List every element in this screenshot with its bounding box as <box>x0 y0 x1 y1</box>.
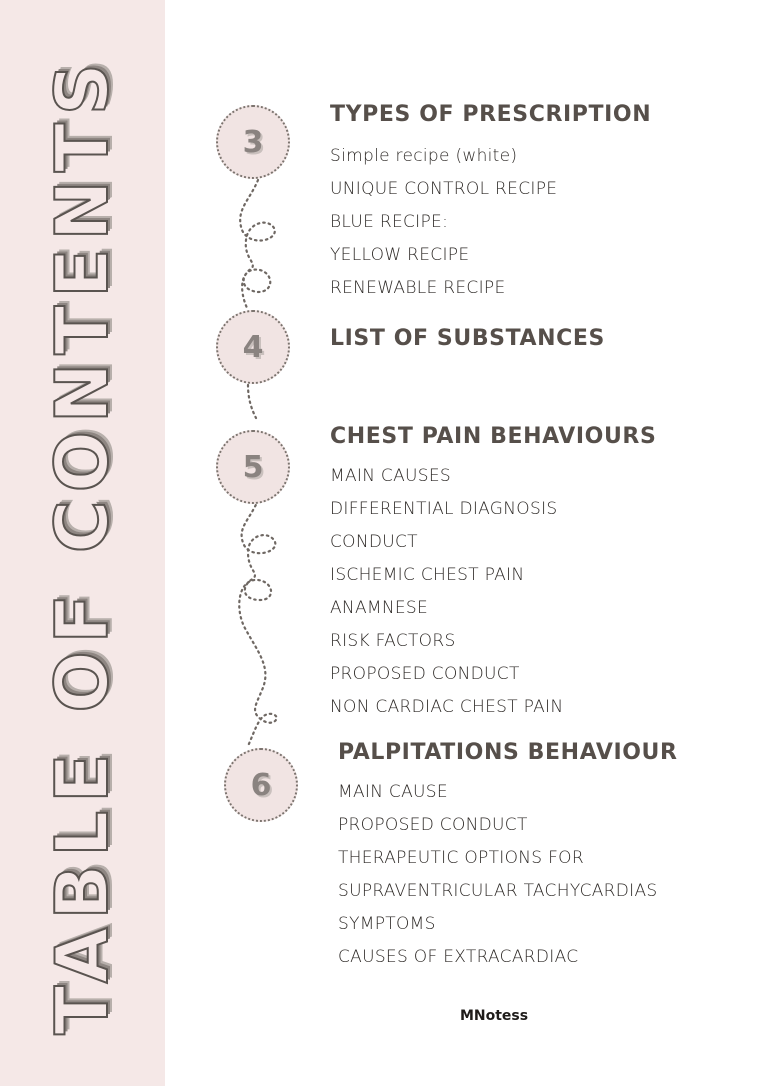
toc-section-chest-pain <box>330 422 656 724</box>
section-heading: TYPES OF PRESCRIPTION <box>330 102 652 127</box>
section-number-badge <box>216 105 290 179</box>
toc-section-palpitations <box>338 738 678 974</box>
footer-brand: MNotess <box>459 1008 529 1024</box>
toc-item[interactable]: DIFFERENTIAL DIAGNOSIS <box>330 499 558 519</box>
toc-item[interactable]: SYMPTOMS <box>338 914 436 934</box>
section-number-badge <box>216 310 290 384</box>
section-number: 5 <box>242 449 264 485</box>
toc-item[interactable]: PROPOSED CONDUCT <box>330 664 520 684</box>
toc-section-prescription <box>330 100 651 305</box>
section-heading: PALPITATIONS BEHAVIOUR <box>338 740 678 765</box>
section-number-badge <box>224 748 298 822</box>
section-items <box>330 460 656 724</box>
section-number-badge <box>216 430 290 504</box>
toc-item[interactable]: MAIN CAUSES <box>330 466 451 486</box>
toc-item[interactable]: Simple recipe (white) <box>330 146 518 166</box>
toc-item[interactable]: RISK FACTORS <box>330 631 456 651</box>
toc-item[interactable]: CONDUCT <box>330 532 418 552</box>
toc-item[interactable]: RENEWABLE RECIPE <box>330 278 506 298</box>
toc-item[interactable]: UNIQUE CONTROL RECIPE <box>330 179 558 199</box>
section-items <box>338 776 678 974</box>
toc-item[interactable]: SUPRAVENTRICULAR TACHYCARDIAS <box>338 881 658 901</box>
toc-item[interactable]: CAUSES OF EXTRACARDIAC <box>338 947 579 967</box>
toc-item[interactable]: ANAMNESE <box>330 598 429 618</box>
section-number: 4 <box>242 329 264 365</box>
section-number: 6 <box>250 767 272 803</box>
sidebar-panel <box>0 0 165 1086</box>
vertical-title: TABLE OF CONTENTS <box>40 55 124 1035</box>
toc-item[interactable]: ISCHEMIC CHEST PAIN <box>330 565 525 585</box>
section-number: 3 <box>242 124 264 160</box>
section-heading: CHEST PAIN BEHAVIOURS <box>330 424 657 449</box>
toc-section-substances <box>330 324 605 354</box>
toc-item[interactable]: PROPOSED CONDUCT <box>338 815 528 835</box>
section-items <box>330 140 651 305</box>
toc-item[interactable]: THERAPEUTIC OPTIONS FOR <box>338 848 584 868</box>
section-heading[interactable]: LIST OF SUBSTANCES <box>330 326 605 351</box>
toc-item[interactable]: MAIN CAUSE <box>338 782 448 802</box>
toc-item[interactable]: BLUE RECIPE: <box>330 212 449 232</box>
toc-item[interactable]: YELLOW RECIPE <box>330 245 470 265</box>
toc-item[interactable]: NON CARDIAC CHEST PAIN <box>330 697 564 717</box>
